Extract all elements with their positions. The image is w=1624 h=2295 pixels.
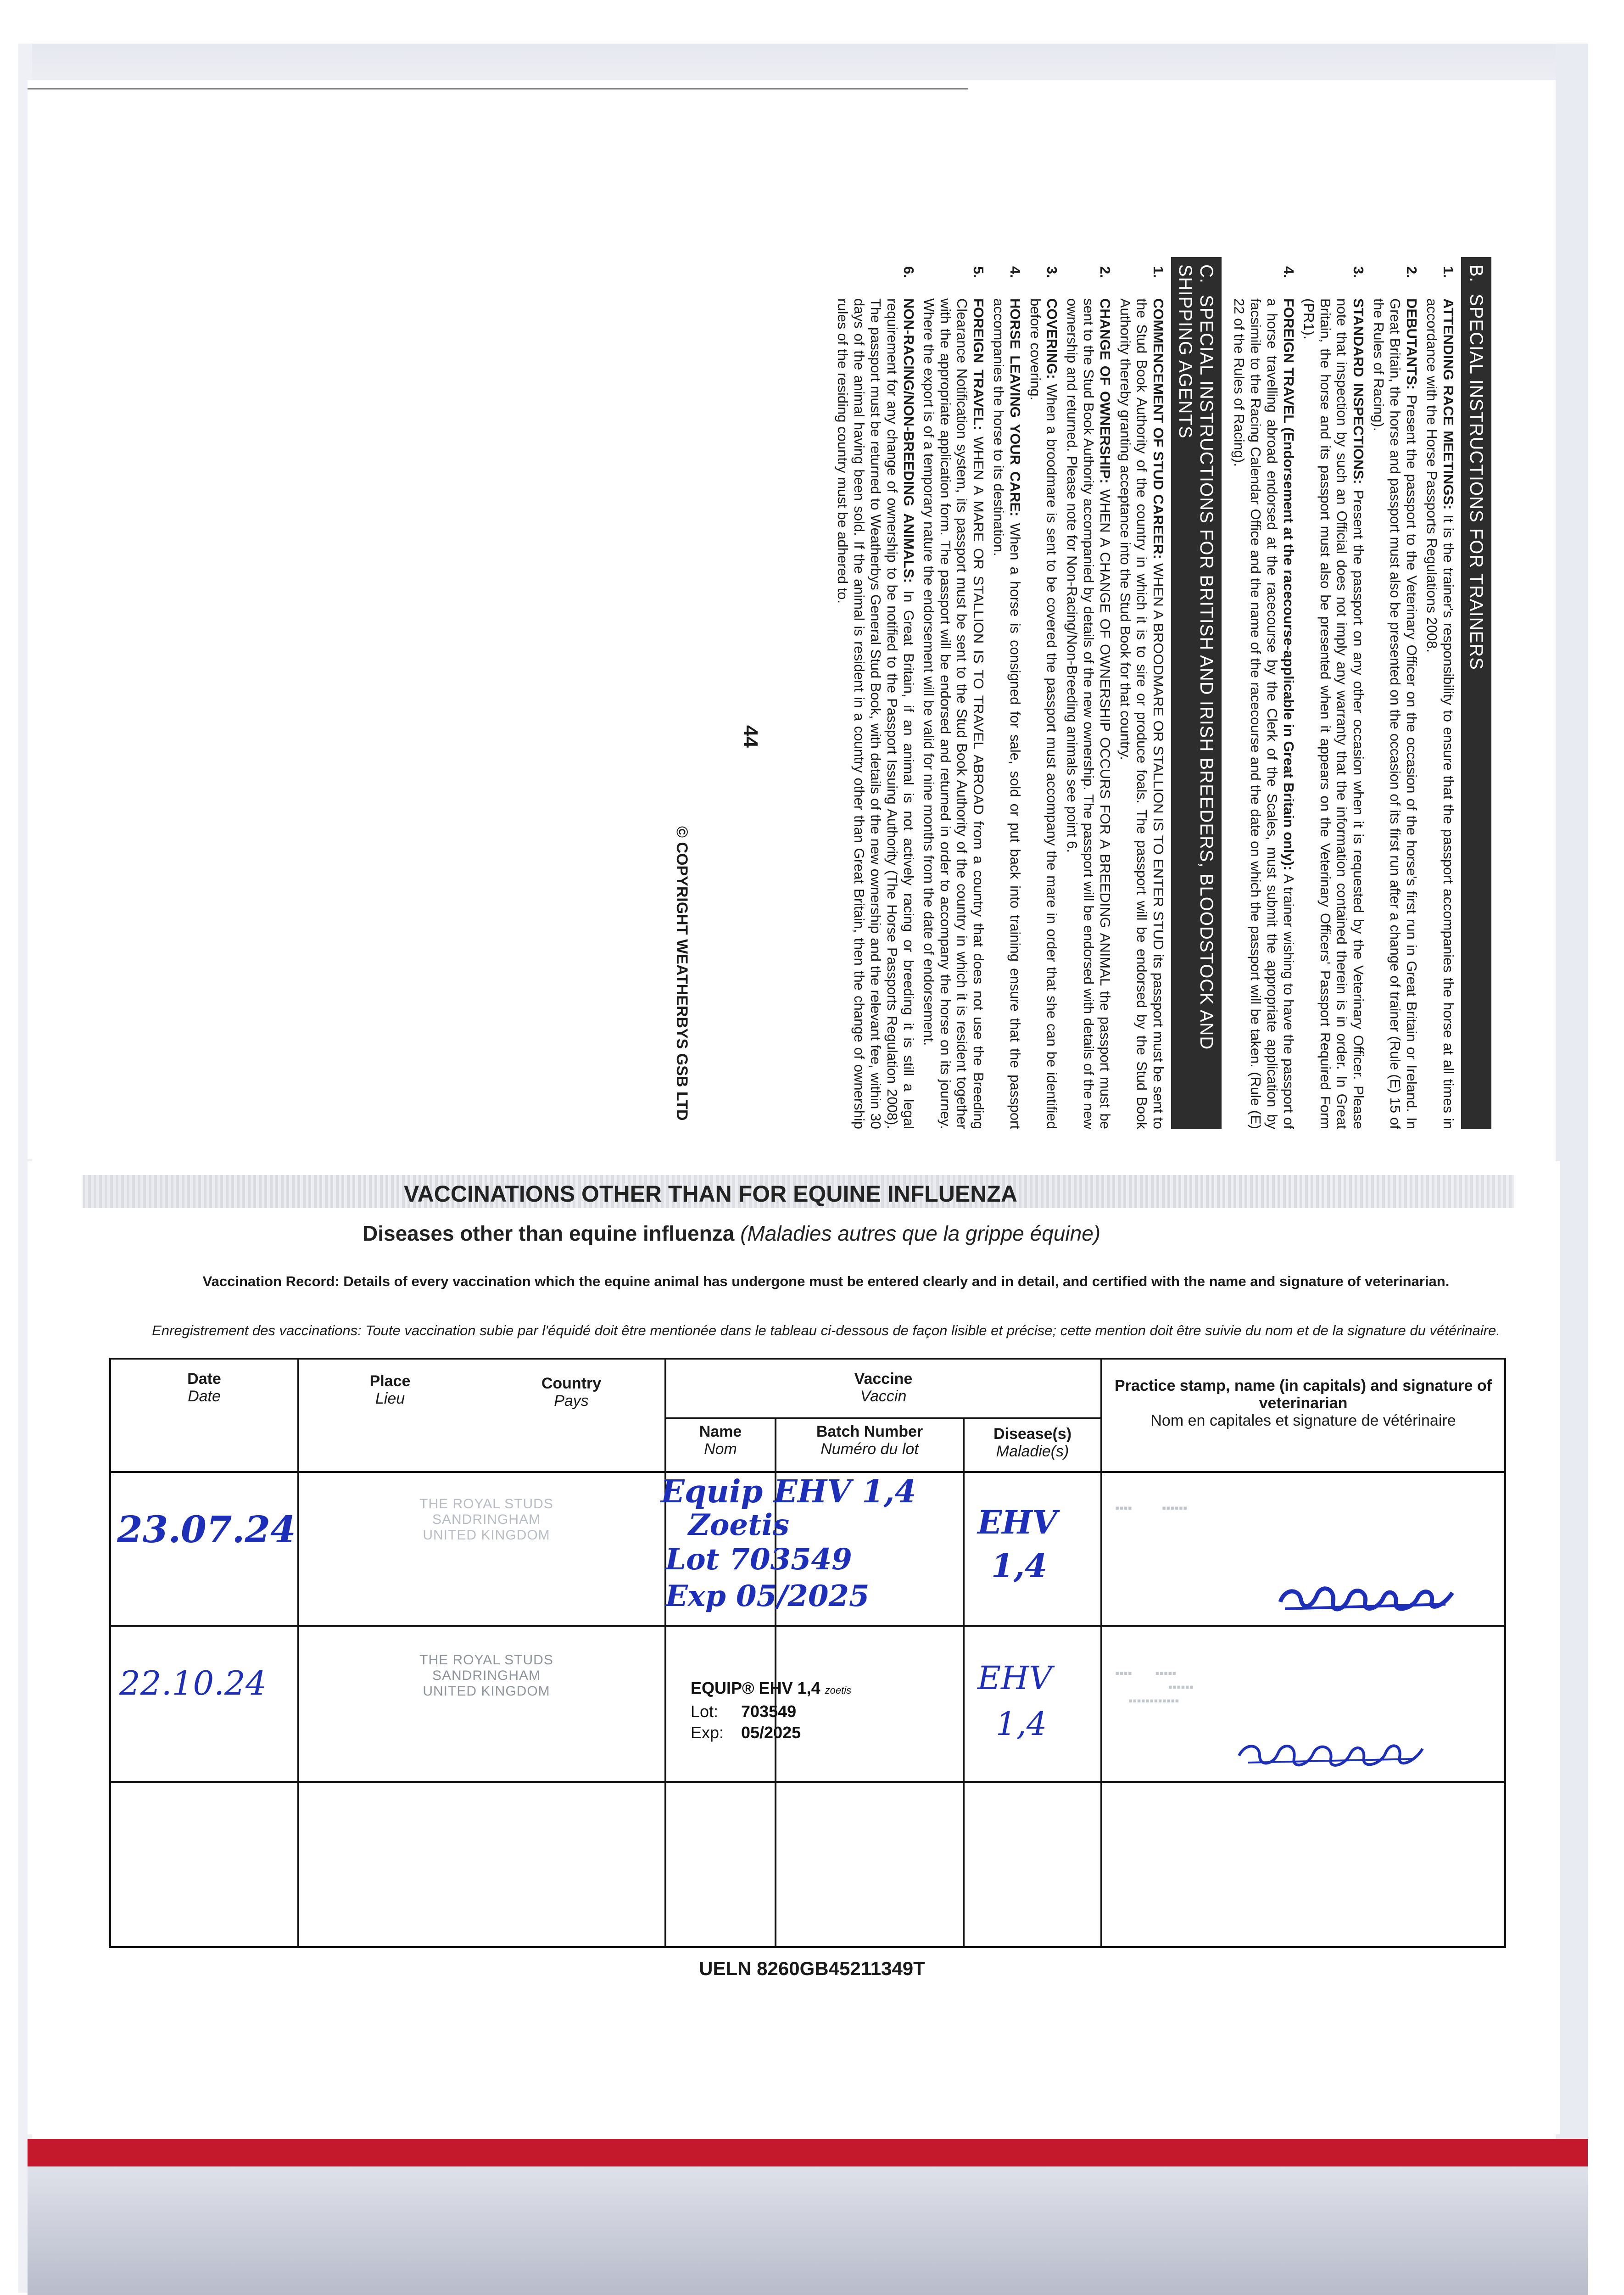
record-instructions-fr: Enregistrement des vaccinations: Toute vaccination subie par l'équidé doit être mentionée dans le tableau ci-dessous de façon lisible et précise; cette mention doit être suivie du nom et de la signature du vétérinaire. xyxy=(152,1322,1500,1338)
row1-disease: EHV xyxy=(977,1503,1057,1541)
list-item: 4. FOREIGN TRAVEL (Endorsement at the racecourse-applicable in Great Britain only): A trainer wishing to have the passport of a horse travelling abroad endorsed at the racecourse by the Clerk of the Scales, must submit the appropriate application by facsimile to the Racing Calendar Office and the name of the racecourse and the date on which the passport will be taken. (Rule (E) 22 of the Rules of Racing). xyxy=(1231,266,1297,1129)
red-border-band xyxy=(28,2139,1588,2168)
row1-vaccine-line: Zoetis xyxy=(688,1508,790,1542)
section-c-list xyxy=(834,257,1166,1129)
section-b-list xyxy=(1231,257,1457,1129)
table-border xyxy=(109,1781,1506,1783)
page-title: VACCINATIONS OTHER THAN FOR EQUINE INFLUENZA xyxy=(404,1181,1018,1207)
table-border xyxy=(109,1358,1506,1360)
page-number: 44 xyxy=(739,725,762,748)
list-item: 3. STANDARD INSPECTIONS: Present the passport on any other occasion when it is requested by the Veterinary Officer. Please note that inspection by such an Official does not imply any warranty that the information contained therein is in order. In Great Britain, the horse and its passport must also be presented when it appears on the Veterinary Officers' Passport Required Form (PR1). xyxy=(1301,266,1367,1129)
row2-practice-stamp: ▪▪▪▪ ▪▪▪▪▪ ▪▪▪▪▪▪ ▪▪▪▪▪▪▪▪▪▪▪▪ xyxy=(1115,1666,1194,1707)
header-diseases: Disease(s) Maladie(s) xyxy=(993,1425,1072,1460)
table-border xyxy=(664,1417,1100,1419)
list-item: 2. DEBUTANTS: Present the passport to the Veterinary Officer on the occasion of the horse's first run in Great Britain or Ireland. In Great Britain, the horse and passport must also be presented on the occasion of its first run after a change of trainer (Rule (E) 15 of the Rules of Racing). xyxy=(1371,266,1420,1129)
row1-vet-signature xyxy=(1276,1574,1459,1620)
row1-practice-stamp: ▪▪▪▪ ▪▪▪▪▪▪ xyxy=(1115,1501,1188,1515)
row1-place-stamp: THE ROYAL STUDS SANDRINGHAM UNITED KINGDOM xyxy=(419,1496,553,1543)
table-border xyxy=(109,1946,1506,1948)
list-item: 1. COMMENCEMENT OF STUD CAREER: WHEN A BROODMARE OR STALLION IS TO ENTER STUD its passport must be sent to the Stud Book Authority of the country in which it is to sire or produce foals. The passport will be endorsed by the Stud Book Authority thereby granting acceptance into the Stud Book for that country. xyxy=(1117,266,1166,1129)
row2-place-stamp: THE ROYAL STUDS SANDRINGHAM UNITED KINGDOM xyxy=(419,1652,553,1699)
ueln-number: UELN 8260GB45211349T xyxy=(699,1958,925,1979)
table-border xyxy=(109,1471,1506,1473)
table-border xyxy=(109,1625,1506,1627)
row2-vaccine-label: EQUIP® EHV 1,4 zoetis Lot: 703549 Exp: 05/2025 xyxy=(691,1679,852,1742)
header-country: Country Pays xyxy=(541,1375,602,1410)
copyright-notice: © COPYRIGHT WEATHERBYS GSB LTD xyxy=(673,826,691,1121)
row2-disease: 1,4 xyxy=(996,1705,1047,1743)
row2-disease: EHV xyxy=(977,1659,1052,1697)
list-item: 4. HORSE LEAVING YOUR CARE: When a horse is consigned for sale, sold or put back into training ensure that the passport accompanies the horse to its destination. xyxy=(991,266,1023,1129)
header-batch-number: Batch Number Numéro du lot xyxy=(816,1423,923,1458)
section-c-header: C. SPECIAL INSTRUCTIONS FOR BRITISH AND IRISH BREEDERS, BLOODSTOCK AND SHIPPING AGENTS xyxy=(1171,257,1222,1129)
subtitle: Diseases other than equine influenza (Maladies autres que la grippe équine) xyxy=(363,1221,1101,1245)
header-date: Date Date xyxy=(187,1370,221,1405)
row1-disease: 1,4 xyxy=(991,1547,1047,1585)
header-place: Place Lieu xyxy=(369,1372,411,1407)
table-border xyxy=(1504,1358,1506,1948)
list-item: 5. FOREIGN TRAVEL: WHEN A MARE OR STALLION IS TO TRAVEL ABROAD from a country that does not use the Breeding Clearance Notification system, its passport must be sent to the Stud Book Authority of the country in which it is resident together with the appropriate application form. The passport will be endorsed and returned in order to accompany the horse on its journey. Where the export is of a temporary nature the endorsement will be valid for nine months from the date of endorsement. xyxy=(921,266,987,1129)
row1-date: 23.07.24 xyxy=(117,1508,296,1551)
list-item: 1. ATTENDING RACE MEETINGS: It is the trainer's responsibility to ensure that the passport accompanies the horse at all times in accordance with the Horse Passports Regulations 2008. xyxy=(1424,266,1457,1130)
scanner-bottom-edge xyxy=(28,2166,1588,2295)
table-border xyxy=(109,1358,111,1948)
rotated-instructions xyxy=(505,257,1491,1129)
row1-vaccine-line: Exp 05/2025 xyxy=(665,1579,870,1613)
list-item: 3. COVERING: When a broodmare is sent to be covered the passport must accompany the mare in order that she can be identified before covering. xyxy=(1027,266,1060,1129)
list-item: 6. NON-RACING/NON-BREEDING ANIMALS: In Great Britain, if an animal is not actively racing or breeding it is still a legal requirement for any change of ownership to be notified to the Passport Issuing Authority (The Horse Passports Regulation 2008). The passport must be returned to Weatherbys General Stud Book, with details of the new ownership and the relevant fee, within 30 days of the animal having been sold. If the animal is resident in a country other than Great Britain, then the change of ownership rules of the residing country must be adhered to. xyxy=(835,266,917,1129)
record-instructions-en: Vaccination Record: Details of every vaccination which the equine animal has undergone must be entered clearly and in detail, and certified with the name and signature of veterinarian. xyxy=(202,1273,1450,1289)
row1-vaccine-line: Lot 703549 xyxy=(665,1542,852,1577)
header-name: Name Nom xyxy=(699,1423,742,1458)
scanner-right-edge xyxy=(1556,44,1588,2293)
list-item: 2. CHANGE OF OWNERSHIP: WHEN A CHANGE OF OWNERSHIP OCCURS FOR A BREEDING ANIMAL the passport must be sent to the Stud Book Authority accompanied by details of the new ownership. The passport will be endorsed with details of the new ownership and returned. Please note for Non-Racing/Non-Breeding animals see point 6. xyxy=(1064,266,1113,1129)
row2-date: 22.10.24 xyxy=(119,1664,267,1702)
page-fold-line xyxy=(28,80,968,90)
table-border xyxy=(963,1417,965,1948)
row2-vet-signature xyxy=(1234,1730,1427,1776)
header-vaccine: Vaccine Vaccin xyxy=(854,1370,913,1405)
row1-vaccine-line: Equip EHV 1,4 xyxy=(661,1473,916,1510)
section-b-header: B. SPECIAL INSTRUCTIONS FOR TRAINERS xyxy=(1461,257,1491,1129)
header-practice-stamp: Practice stamp, name (in capitals) and signature of veterinarian Nom en capitales et signature de vétérinaire xyxy=(1115,1377,1492,1429)
vaccination-page xyxy=(28,1161,1560,2134)
table-border xyxy=(297,1358,299,1948)
